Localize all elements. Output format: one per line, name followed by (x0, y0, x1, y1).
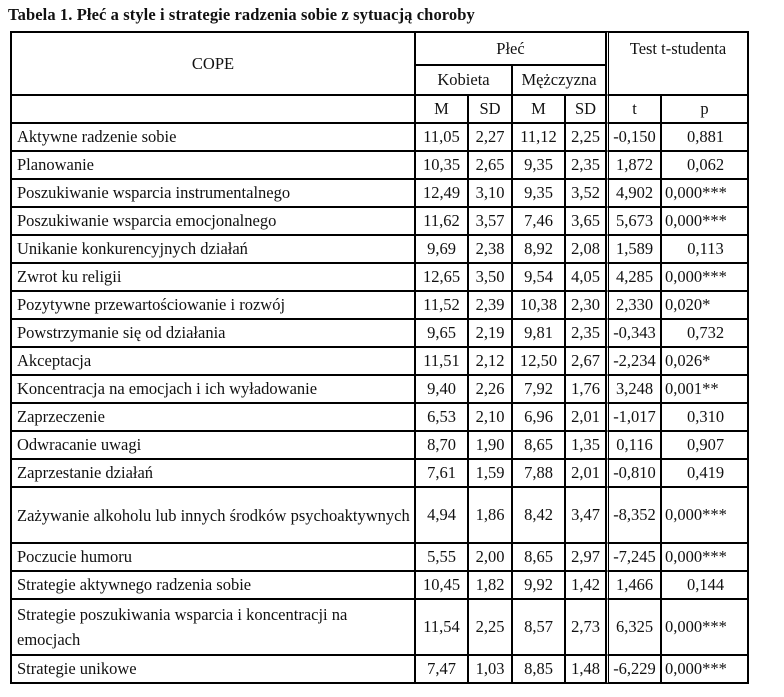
header-t: t (606, 95, 661, 123)
cell-kobieta-m: 4,94 (415, 487, 468, 543)
cell-mezczyzna-sd: 3,52 (565, 179, 606, 207)
header-plec: Płeć (415, 32, 606, 65)
table-row (11, 291, 748, 319)
cell-t: -0,810 (606, 459, 661, 487)
cell-t: -7,245 (606, 543, 661, 571)
cell-mezczyzna-sd: 1,48 (565, 655, 606, 683)
table-caption: Tabela 1. Płeć a style i strategie radzenia sobie z sytuacją choroby (8, 5, 475, 24)
header-m-kobieta: M (415, 95, 468, 123)
row-label: Poszukiwanie wsparcia emocjonalnego (11, 207, 415, 235)
cell-kobieta-m: 7,47 (415, 655, 468, 683)
cell-kobieta-sd: 2,12 (468, 347, 512, 375)
cell-t: 0,116 (606, 431, 661, 459)
cell-p: 0,419 (661, 459, 748, 487)
table-row (11, 431, 748, 459)
cell-kobieta-sd: 2,00 (468, 543, 512, 571)
cell-t: -6,229 (606, 655, 661, 683)
cell-p: 0,000*** (661, 655, 748, 683)
table-row (11, 179, 748, 207)
cell-kobieta-m: 11,52 (415, 291, 468, 319)
cell-t: 3,248 (606, 375, 661, 403)
cell-kobieta-m: 12,65 (415, 263, 468, 291)
row-label: Poszukiwanie wsparcia instrumentalnego (11, 179, 415, 207)
cell-kobieta-m: 9,40 (415, 375, 468, 403)
cell-mezczyzna-m: 9,35 (512, 151, 565, 179)
cell-mezczyzna-sd: 2,01 (565, 459, 606, 487)
cell-t: -1,017 (606, 403, 661, 431)
header-mezczyzna: Mężczyzna (512, 65, 606, 95)
header-empty (11, 95, 415, 123)
row-label: Aktywne radzenie sobie (11, 123, 415, 151)
cell-mezczyzna-sd: 2,35 (565, 151, 606, 179)
cell-kobieta-sd: 2,25 (468, 599, 512, 655)
cell-kobieta-sd: 2,10 (468, 403, 512, 431)
row-label: Zażywanie alkoholu lub innych środków psychoaktywnych (11, 487, 415, 543)
row-label: Powstrzymanie się od działania (11, 319, 415, 347)
cell-t: -8,352 (606, 487, 661, 543)
cell-mezczyzna-m: 6,96 (512, 403, 565, 431)
cell-mezczyzna-sd: 2,01 (565, 403, 606, 431)
cell-mezczyzna-m: 7,88 (512, 459, 565, 487)
cell-kobieta-sd: 1,03 (468, 655, 512, 683)
row-label: Poczucie humoru (11, 543, 415, 571)
cell-kobieta-sd: 3,10 (468, 179, 512, 207)
cell-p: 0,144 (661, 571, 748, 599)
table-row (11, 375, 748, 403)
row-label: Odwracanie uwagi (11, 431, 415, 459)
cell-p: 0,732 (661, 319, 748, 347)
table-row (11, 571, 748, 599)
cell-mezczyzna-sd: 2,08 (565, 235, 606, 263)
cell-mezczyzna-sd: 2,25 (565, 123, 606, 151)
header-sd-kobieta: SD (468, 95, 512, 123)
cell-mezczyzna-m: 8,92 (512, 235, 565, 263)
header-cope: COPE (11, 32, 415, 95)
cell-kobieta-sd: 3,57 (468, 207, 512, 235)
cell-kobieta-sd: 1,82 (468, 571, 512, 599)
cell-mezczyzna-m: 7,46 (512, 207, 565, 235)
cell-p: 0,000*** (661, 207, 748, 235)
cell-mezczyzna-m: 9,81 (512, 319, 565, 347)
cell-mezczyzna-m: 7,92 (512, 375, 565, 403)
cell-kobieta-sd: 2,65 (468, 151, 512, 179)
cell-kobieta-m: 8,70 (415, 431, 468, 459)
cell-p: 0,026* (661, 347, 748, 375)
cell-kobieta-sd: 1,59 (468, 459, 512, 487)
cell-p: 0,020* (661, 291, 748, 319)
cell-t: 1,589 (606, 235, 661, 263)
table-row (11, 151, 748, 179)
row-label: Akceptacja (11, 347, 415, 375)
cell-kobieta-m: 6,53 (415, 403, 468, 431)
cell-mezczyzna-m: 12,50 (512, 347, 565, 375)
header-kobieta: Kobieta (415, 65, 512, 95)
cell-mezczyzna-m: 10,38 (512, 291, 565, 319)
cell-kobieta-m: 9,69 (415, 235, 468, 263)
cell-p: 0,062 (661, 151, 748, 179)
cell-t: 6,325 (606, 599, 661, 655)
table-row (11, 235, 748, 263)
row-label: Pozytywne przewartościowanie i rozwój (11, 291, 415, 319)
cell-p: 0,000*** (661, 487, 748, 543)
row-label: Zwrot ku religii (11, 263, 415, 291)
table-row (11, 459, 748, 487)
row-label: Strategie unikowe (11, 655, 415, 683)
cell-mezczyzna-m: 11,12 (512, 123, 565, 151)
row-label: Planowanie (11, 151, 415, 179)
header-p: p (661, 95, 748, 123)
cell-p: 0,310 (661, 403, 748, 431)
table-row (11, 487, 748, 543)
cell-p: 0,907 (661, 431, 748, 459)
header-m-mezczyzna: M (512, 95, 565, 123)
row-label: Strategie poszukiwania wsparcia i koncentracji na emocjach (11, 599, 415, 655)
cell-mezczyzna-sd: 4,05 (565, 263, 606, 291)
cell-kobieta-sd: 2,19 (468, 319, 512, 347)
cell-mezczyzna-m: 8,42 (512, 487, 565, 543)
cell-kobieta-m: 11,54 (415, 599, 468, 655)
cell-p: 0,113 (661, 235, 748, 263)
cell-kobieta-m: 11,62 (415, 207, 468, 235)
header-sd-mezczyzna: SD (565, 95, 606, 123)
cell-kobieta-sd: 2,38 (468, 235, 512, 263)
cell-kobieta-m: 10,45 (415, 571, 468, 599)
cell-mezczyzna-sd: 3,47 (565, 487, 606, 543)
cell-kobieta-sd: 1,86 (468, 487, 512, 543)
table-row (11, 655, 748, 683)
table-row (11, 319, 748, 347)
cell-t: 1,872 (606, 151, 661, 179)
cell-t: 4,285 (606, 263, 661, 291)
header-row-3 (11, 95, 748, 123)
cell-kobieta-m: 5,55 (415, 543, 468, 571)
cell-p: 0,000*** (661, 543, 748, 571)
cell-t: -0,150 (606, 123, 661, 151)
row-label: Unikanie konkurencyjnych działań (11, 235, 415, 263)
cell-mezczyzna-m: 9,35 (512, 179, 565, 207)
table-row (11, 263, 748, 291)
cell-mezczyzna-sd: 1,76 (565, 375, 606, 403)
cell-p: 0,000*** (661, 599, 748, 655)
cell-mezczyzna-sd: 2,73 (565, 599, 606, 655)
table-row (11, 403, 748, 431)
cell-kobieta-sd: 2,27 (468, 123, 512, 151)
cell-mezczyzna-m: 8,57 (512, 599, 565, 655)
cell-kobieta-m: 12,49 (415, 179, 468, 207)
cell-mezczyzna-sd: 2,35 (565, 319, 606, 347)
cell-t: 1,466 (606, 571, 661, 599)
row-label: Strategie aktywnego radzenia sobie (11, 571, 415, 599)
cell-kobieta-sd: 2,39 (468, 291, 512, 319)
cell-t: -0,343 (606, 319, 661, 347)
cell-kobieta-sd: 2,26 (468, 375, 512, 403)
header-test: Test t-studenta (606, 32, 748, 95)
cell-mezczyzna-sd: 2,67 (565, 347, 606, 375)
row-label: Zaprzestanie działań (11, 459, 415, 487)
table-row (11, 347, 748, 375)
table-row (11, 207, 748, 235)
table-row (11, 599, 748, 655)
cell-p: 0,001** (661, 375, 748, 403)
cope-table (10, 31, 749, 684)
cell-kobieta-sd: 3,50 (468, 263, 512, 291)
cell-t: 4,902 (606, 179, 661, 207)
cell-mezczyzna-m: 8,65 (512, 543, 565, 571)
cell-mezczyzna-m: 8,65 (512, 431, 565, 459)
cell-kobieta-m: 7,61 (415, 459, 468, 487)
cell-t: 5,673 (606, 207, 661, 235)
cell-kobieta-m: 10,35 (415, 151, 468, 179)
table-row (11, 543, 748, 571)
cell-mezczyzna-m: 9,92 (512, 571, 565, 599)
cell-p: 0,881 (661, 123, 748, 151)
cell-kobieta-m: 11,05 (415, 123, 468, 151)
cell-p: 0,000*** (661, 179, 748, 207)
cell-t: 2,330 (606, 291, 661, 319)
cell-mezczyzna-sd: 2,97 (565, 543, 606, 571)
cell-mezczyzna-m: 9,54 (512, 263, 565, 291)
header-row-1 (11, 32, 748, 65)
cell-kobieta-sd: 1,90 (468, 431, 512, 459)
cell-mezczyzna-sd: 1,42 (565, 571, 606, 599)
cell-kobieta-m: 9,65 (415, 319, 468, 347)
cell-mezczyzna-sd: 2,30 (565, 291, 606, 319)
cell-t: -2,234 (606, 347, 661, 375)
row-label: Koncentracja na emocjach i ich wyładowanie (11, 375, 415, 403)
cell-kobieta-m: 11,51 (415, 347, 468, 375)
cell-p: 0,000*** (661, 263, 748, 291)
row-label: Zaprzeczenie (11, 403, 415, 431)
cell-mezczyzna-sd: 1,35 (565, 431, 606, 459)
table-row (11, 123, 748, 151)
cell-mezczyzna-m: 8,85 (512, 655, 565, 683)
cell-mezczyzna-sd: 3,65 (565, 207, 606, 235)
